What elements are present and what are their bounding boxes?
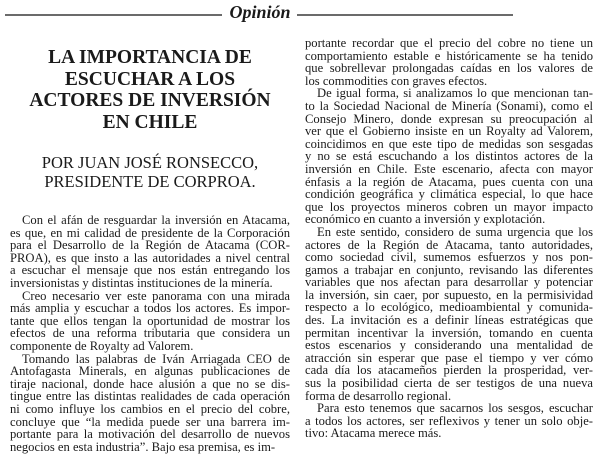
- byline-line: PRESIDENTE DE CORPROA.: [44, 172, 256, 191]
- text-line: estos escenarios y considerando una mentalidad de: [305, 338, 593, 353]
- text-line: tivo: Atacama merece más.: [305, 426, 442, 441]
- text-line: Con el afán de resguardar la inversión en Atacama,: [22, 213, 290, 227]
- text-line: gamos a trabajar en conjunto, revisando las diferentes: [305, 262, 593, 277]
- text-line: negocios en esta industria”. Bajo esa premisa, es im-: [10, 439, 276, 454]
- text-line: ni como influye los cambios en el precio del cobre,: [10, 401, 290, 416]
- headline-line: EN CHILE: [102, 111, 198, 133]
- byline-line: POR JUAN JOSÉ RONSECCO,: [41, 153, 259, 172]
- text-line: coincidimos en que este tipo de medidas son sesgadas: [305, 136, 593, 151]
- text-line: portante recordar que el precio del cobre no tiene un: [305, 36, 593, 50]
- text-line: inversionistas y distintas instituciones de la minería.: [10, 275, 273, 290]
- text-line: PROA), es que insto a las autoridades a nivel central: [10, 250, 290, 265]
- text-line: sus la posibilidad cierta de ser testigos de una nueva: [305, 376, 593, 391]
- header-rule-left: [5, 14, 222, 16]
- text-line: es que, en mi calidad de presidente de la Corporación: [10, 225, 290, 240]
- text-line: componente de Royalty ad Valorem.: [10, 338, 194, 353]
- section-title: Opinión: [229, 2, 291, 22]
- text-line: atracción sin esperar que pase el tiempo y ver cómo: [305, 350, 593, 365]
- text-line: como sociedad civil, sumemos esfuerzos y nos pon-: [305, 250, 593, 265]
- text-line: Tomando las palabras de Iván Arriagada CEO de: [22, 351, 290, 366]
- headline-line: LA IMPORTANCIA DE: [48, 47, 252, 68]
- text-line: más amplia y escuchar a todos los actores. Es impor-: [10, 301, 290, 316]
- text-line: económico en cuanto a inversión y explotación.: [305, 212, 546, 227]
- text-line: concluye que “la medida puede ser una barrera im-: [10, 414, 290, 429]
- text-line: cada día los atacameños pierden la prosperidad, ver-: [305, 363, 593, 378]
- left-column: [10, 214, 290, 453]
- text-line: Creo necesario ver este panorama con una mirada: [22, 288, 290, 303]
- text-line: Consejo Minero, donde expresan su preocupación al: [305, 111, 593, 126]
- text-line: tiraje nacional, donde hace alusión a que no se dis-: [10, 376, 290, 391]
- paragraph: [305, 226, 593, 402]
- text-line: a escuchar el mensaje que nos están entregando los: [10, 263, 290, 278]
- text-line: De igual forma, si analizamos lo que mencionan tan-: [317, 86, 593, 101]
- text-line: efectos de una reforma tributaria que considera un: [10, 326, 290, 341]
- text-line: des. La invitación es a definir líneas estratégicas que: [305, 313, 593, 328]
- headline-line: ACTORES DE INVERSIÓN: [29, 90, 271, 112]
- text-line: ver que el Gobierno insiste en un Royalty ad Valorem,: [305, 124, 593, 139]
- paragraph: [305, 87, 593, 226]
- text-line: los commodities con graves efectos.: [305, 73, 488, 88]
- text-line: inversión en Chile. Este escenario, afecta con mayor: [305, 161, 593, 176]
- text-line: la inversión, sin caer, por supuesto, en la permisividad: [305, 287, 593, 302]
- text-line: tingue entre las distintas realidades de cada operación: [10, 389, 290, 404]
- text-line: respecto a lo ecológico, medioambiental y comunida-: [305, 300, 593, 315]
- text-line: forma de desarrollo regional.: [305, 388, 452, 403]
- text-line: Para esto tenemos que sacarnos los sesgos, escuchar: [317, 401, 593, 416]
- text-line: énfasis a la región de Atacama, pues cuenta con una: [305, 174, 593, 189]
- article-headline: [10, 47, 290, 133]
- paragraph: [305, 402, 593, 440]
- text-line: tante que ellos tengan la oportunidad de mostrar los: [10, 313, 290, 328]
- text-line: portante para la motivación del desarrollo de nuevos: [10, 427, 290, 442]
- headline-line: ESCUCHAR A LOS: [64, 68, 236, 90]
- right-column: [305, 37, 593, 440]
- text-line: to la Sociedad Nacional de Minería (Sonami), como el: [305, 98, 593, 113]
- article-byline: [10, 153, 290, 191]
- text-line: Antofagasta Minerals, en algunas publicaciones de: [10, 364, 290, 379]
- paragraph: [305, 37, 593, 87]
- text-line: variables que nos afectan para desarrollar y potenciar: [305, 275, 593, 290]
- paragraph: [10, 353, 290, 454]
- text-line: para el Desarrollo de la Región de Atacama (COR-: [10, 238, 290, 253]
- text-line: comportamiento estable e históricamente se ha tenido: [305, 48, 593, 63]
- text-line: condición geográfica y climática especial, lo que hace: [305, 187, 593, 202]
- paragraph: [10, 290, 290, 353]
- text-line: y no se está escuchando a los distintos actores de la: [305, 149, 593, 164]
- text-line: a todos los actores, ser reflexivos y tener un solo obje-: [305, 413, 593, 428]
- text-line: que los proyectos mineros cobren un mayor impacto: [305, 199, 593, 214]
- paragraph: [10, 214, 290, 290]
- header-rule-right: [297, 14, 513, 16]
- text-line: actores de la Región de Atacama, tanto autoridades,: [305, 237, 593, 252]
- text-line: permitan incentivar la inversión, tomando en cuenta: [305, 325, 593, 340]
- text-line: En este sentido, considero de suma urgencia que los: [317, 224, 593, 239]
- text-line: que sobrellevar prolongadas caídas en los valores de: [305, 61, 593, 76]
